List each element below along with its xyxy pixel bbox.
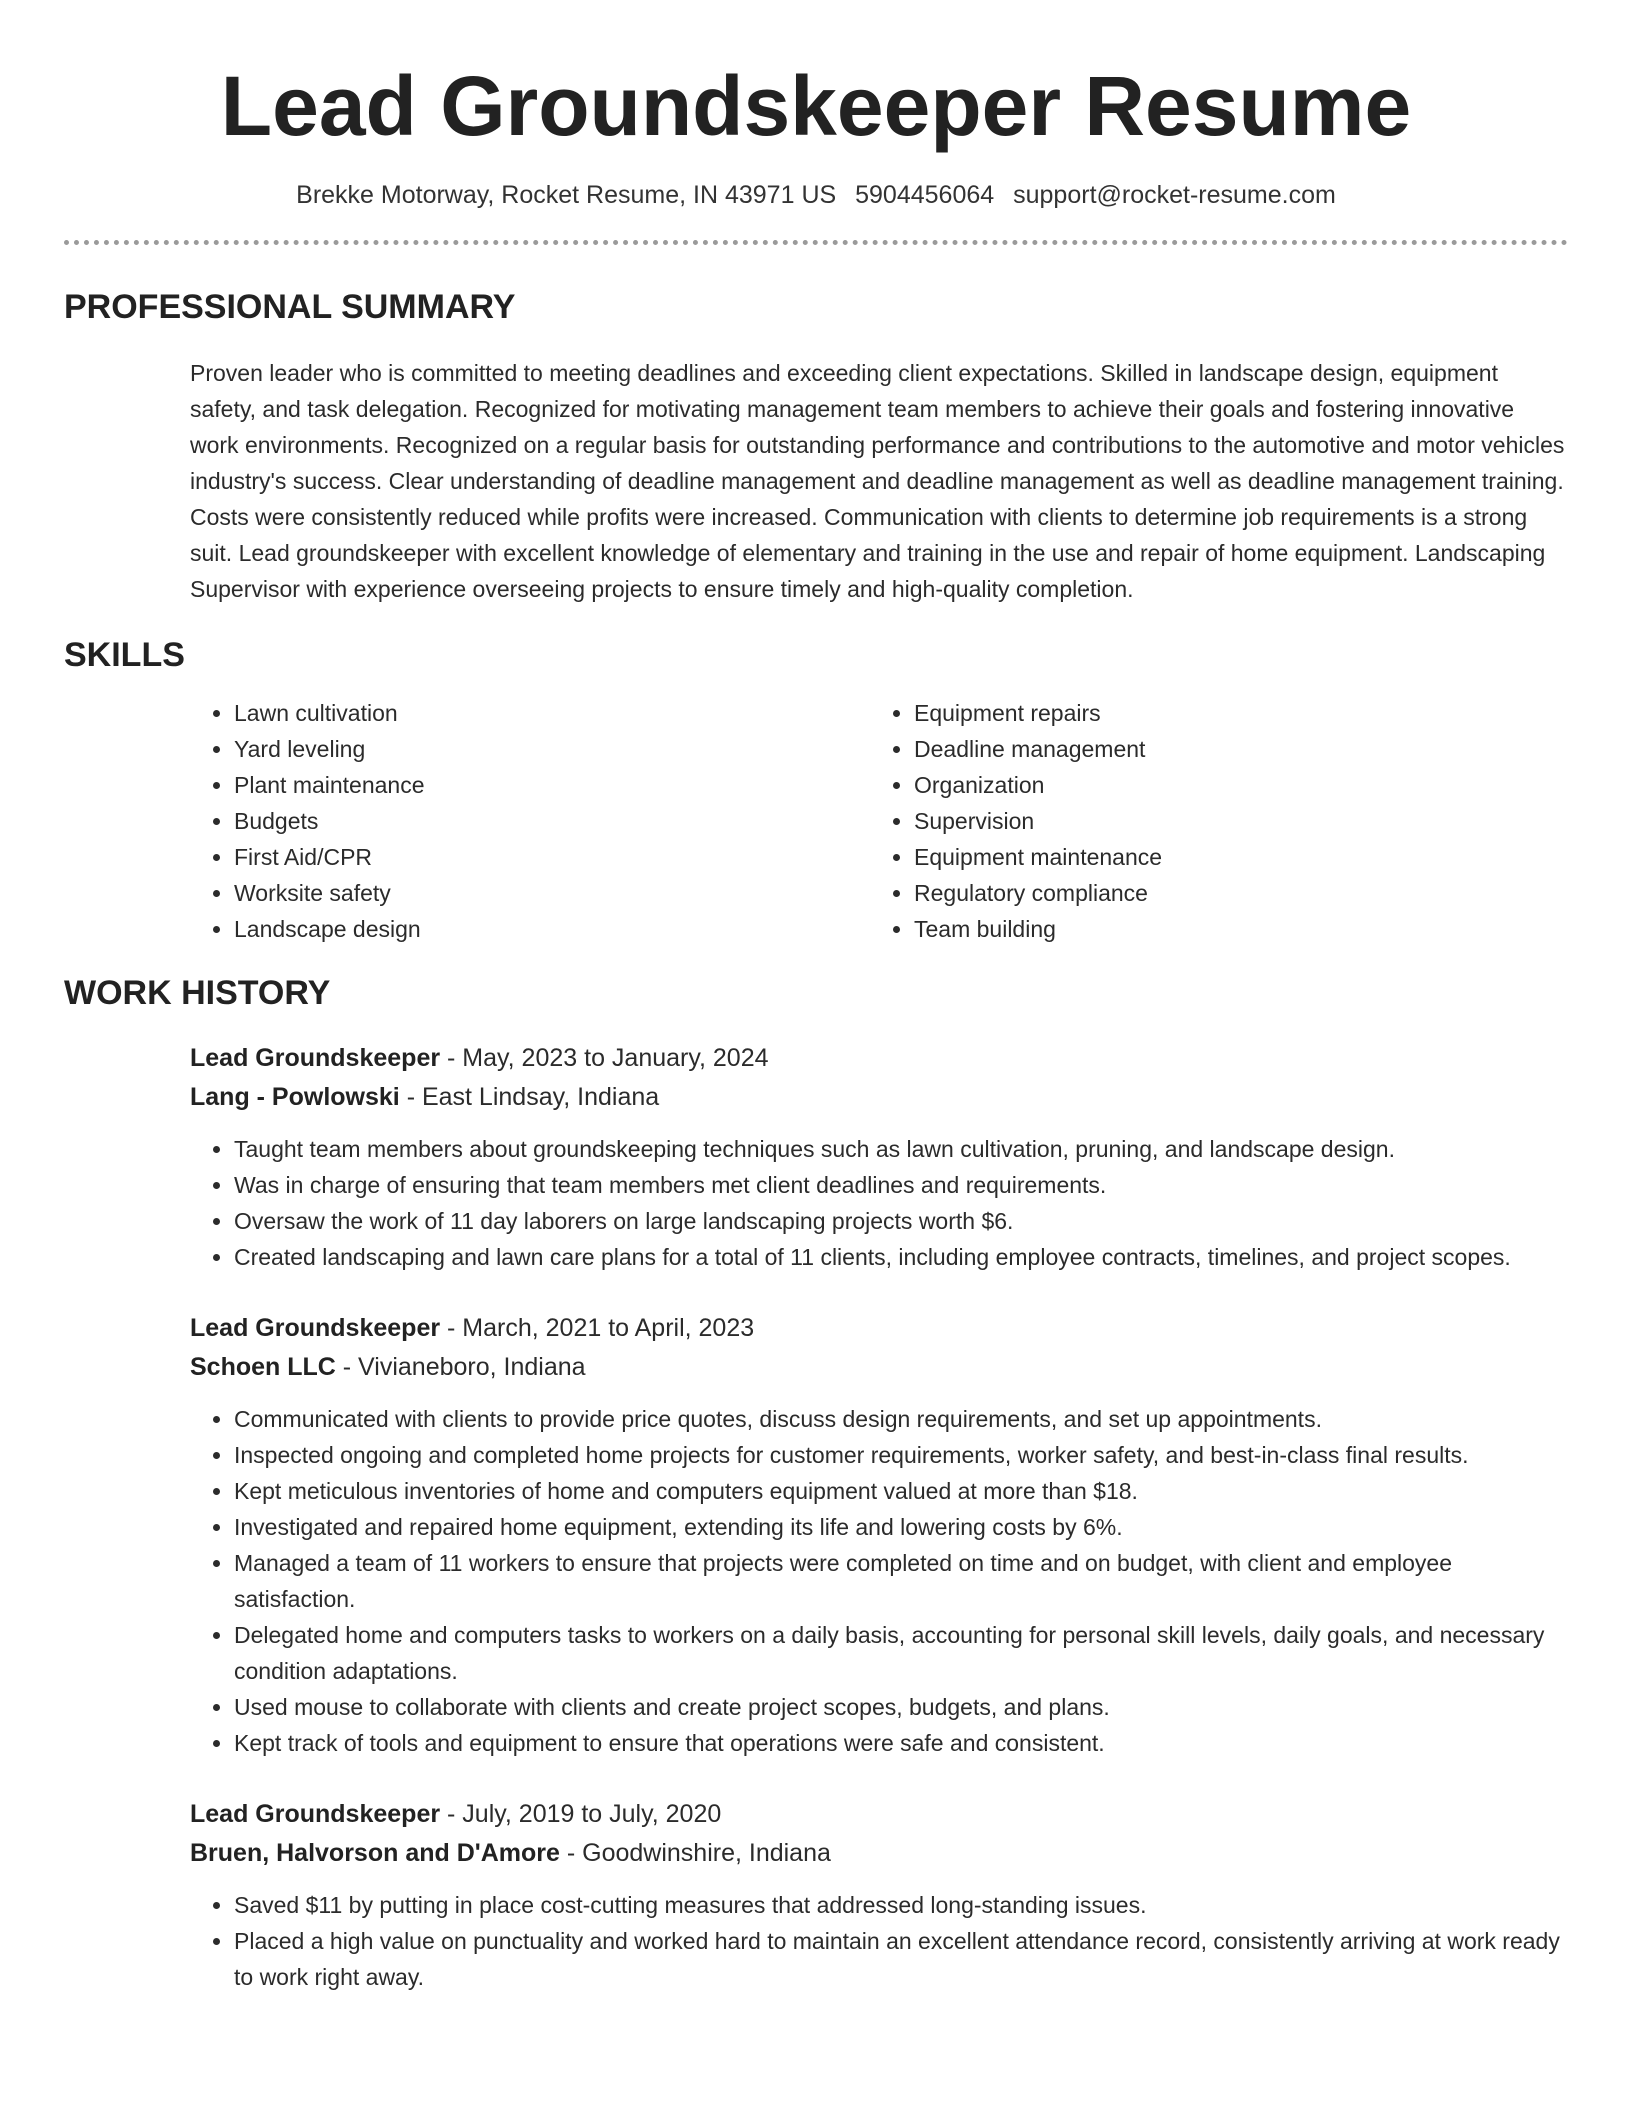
skill-item: • Equipment maintenance: [914, 839, 1550, 875]
job-bullet: • Oversaw the work of 11 day laborers on large landscaping projects worth $6.: [234, 1203, 1568, 1239]
job-bullet: • Managed a team of 11 workers to ensure that projects were completed on time and on budget, with client and employee satisfaction.: [234, 1545, 1568, 1617]
job-company-line: [190, 1348, 1568, 1387]
job-bullet: • Saved $11 by putting in place cost-cutting measures that addressed long-standing issues.: [234, 1887, 1568, 1923]
skill-item: • Organization: [914, 767, 1550, 803]
contact-phone: 5904456064: [855, 181, 995, 209]
job-title: Lead Groundskeeper: [190, 1044, 441, 1072]
skill-item: • Deadline management: [914, 731, 1550, 767]
job-title: Lead Groundskeeper: [190, 1800, 441, 1828]
job-location: - Goodwinshire, Indiana: [559, 1839, 831, 1867]
job-bullets: [190, 1131, 1568, 1275]
job-bullet: • Taught team members about groundskeeping techniques such as lawn cultivation, pruning, and landscape design.: [234, 1131, 1568, 1167]
skill-item: • First Aid/CPR: [234, 839, 870, 875]
section-title-skills: SKILLS: [64, 636, 185, 674]
section-title-work: WORK HISTORY: [64, 974, 331, 1012]
job-company: Lang - Powlowski: [190, 1083, 400, 1111]
job-company-line: [190, 1834, 1568, 1873]
contact-address: Brekke Motorway, Rocket Resume, IN 43971 US: [296, 181, 837, 209]
skills-column-right: [870, 695, 1550, 947]
job-bullet: • Inspected ongoing and completed home projects for customer requirements, worker safety, and best-in-class final results.: [234, 1437, 1568, 1473]
job-company-line: [190, 1078, 1568, 1117]
job-dates: - March, 2021 to April, 2023: [440, 1314, 755, 1342]
job-entry: [190, 1309, 1568, 1761]
job-bullet: • Was in charge of ensuring that team members met client deadlines and requirements.: [234, 1167, 1568, 1203]
job-title-line: [190, 1309, 1568, 1348]
job-bullet: • Communicated with clients to provide price quotes, discuss design requirements, and set up appointments.: [234, 1401, 1568, 1437]
skill-item: • Budgets: [234, 803, 870, 839]
skill-item: • Lawn cultivation: [234, 695, 870, 731]
skill-item: • Plant maintenance: [234, 767, 870, 803]
job-title: Lead Groundskeeper: [190, 1314, 441, 1342]
job-bullets: [190, 1887, 1568, 1995]
job-title-line: [190, 1039, 1568, 1078]
job-location: - East Lindsay, Indiana: [399, 1083, 660, 1111]
skills-column-left: [190, 695, 870, 947]
contact-line: [64, 178, 1568, 212]
skills-grid: [190, 695, 1568, 947]
job-bullet: • Placed a high value on punctuality and worked hard to maintain an excellent attendance record, consistently arriving at work ready to work right away.: [234, 1923, 1568, 1995]
section-title-summary: PROFESSIONAL SUMMARY: [64, 288, 516, 326]
skill-item: • Regulatory compliance: [914, 875, 1550, 911]
resume-title: Lead Groundskeeper Resume: [220, 59, 1412, 153]
job-bullets: [190, 1401, 1568, 1761]
job-bullet: • Delegated home and computers tasks to workers on a daily basis, accounting for personal skill levels, daily goals, and necessary condition adaptations.: [234, 1617, 1568, 1689]
job-location: - Vivianeboro, Indiana: [335, 1353, 586, 1381]
job-bullet: • Used mouse to collaborate with clients and create project scopes, budgets, and plans.: [234, 1689, 1568, 1725]
job-bullet: • Kept track of tools and equipment to ensure that operations were safe and consistent.: [234, 1725, 1568, 1761]
resume-page: [64, 0, 1568, 1995]
header-divider: [64, 240, 1568, 245]
job-bullet: • Investigated and repaired home equipment, extending its life and lowering costs by 6%.: [234, 1509, 1568, 1545]
skill-item: • Yard leveling: [234, 731, 870, 767]
skill-item: • Team building: [914, 911, 1550, 947]
job-dates: - July, 2019 to July, 2020: [440, 1800, 722, 1828]
job-company: Schoen LLC: [190, 1353, 336, 1381]
job-dates: - May, 2023 to January, 2024: [440, 1044, 769, 1072]
skill-item: • Landscape design: [234, 911, 870, 947]
summary-text: Proven leader who is committed to meeting deadlines and exceeding client expectations. Skilled in landscape design, equipment safety, and task delegation. Recognized for motivating management team members to achieve their goals and fostering innovative work environments. Recognized on a regular basis for outstanding performance and contributions to the automotive and motor vehicles industry's success. Clear understanding of deadline management and deadline management as well as deadline management training. Costs were consistently reduced while profits were increased. Communication with clients to determine job requirements is a strong suit. Lead groundskeeper with excellent knowledge of elementary and training in the use and repair of home equipment. Landscaping Supervisor with experience overseeing projects to ensure timely and high-quality completion.: [190, 360, 1565, 602]
job-bullet: • Kept meticulous inventories of home and computers equipment valued at more than $18.: [234, 1473, 1568, 1509]
job-company: Bruen, Halvorson and D'Amore: [190, 1839, 560, 1867]
job-entry: [190, 1039, 1568, 1275]
job-title-line: [190, 1795, 1568, 1834]
job-bullet: • Created landscaping and lawn care plans for a total of 11 clients, including employee contracts, timelines, and project scopes.: [234, 1239, 1568, 1275]
job-entry: [190, 1795, 1568, 1995]
skill-item: • Supervision: [914, 803, 1550, 839]
skill-item: • Equipment repairs: [914, 695, 1550, 731]
skill-item: • Worksite safety: [234, 875, 870, 911]
contact-email: support@rocket-resume.com: [1013, 181, 1336, 209]
